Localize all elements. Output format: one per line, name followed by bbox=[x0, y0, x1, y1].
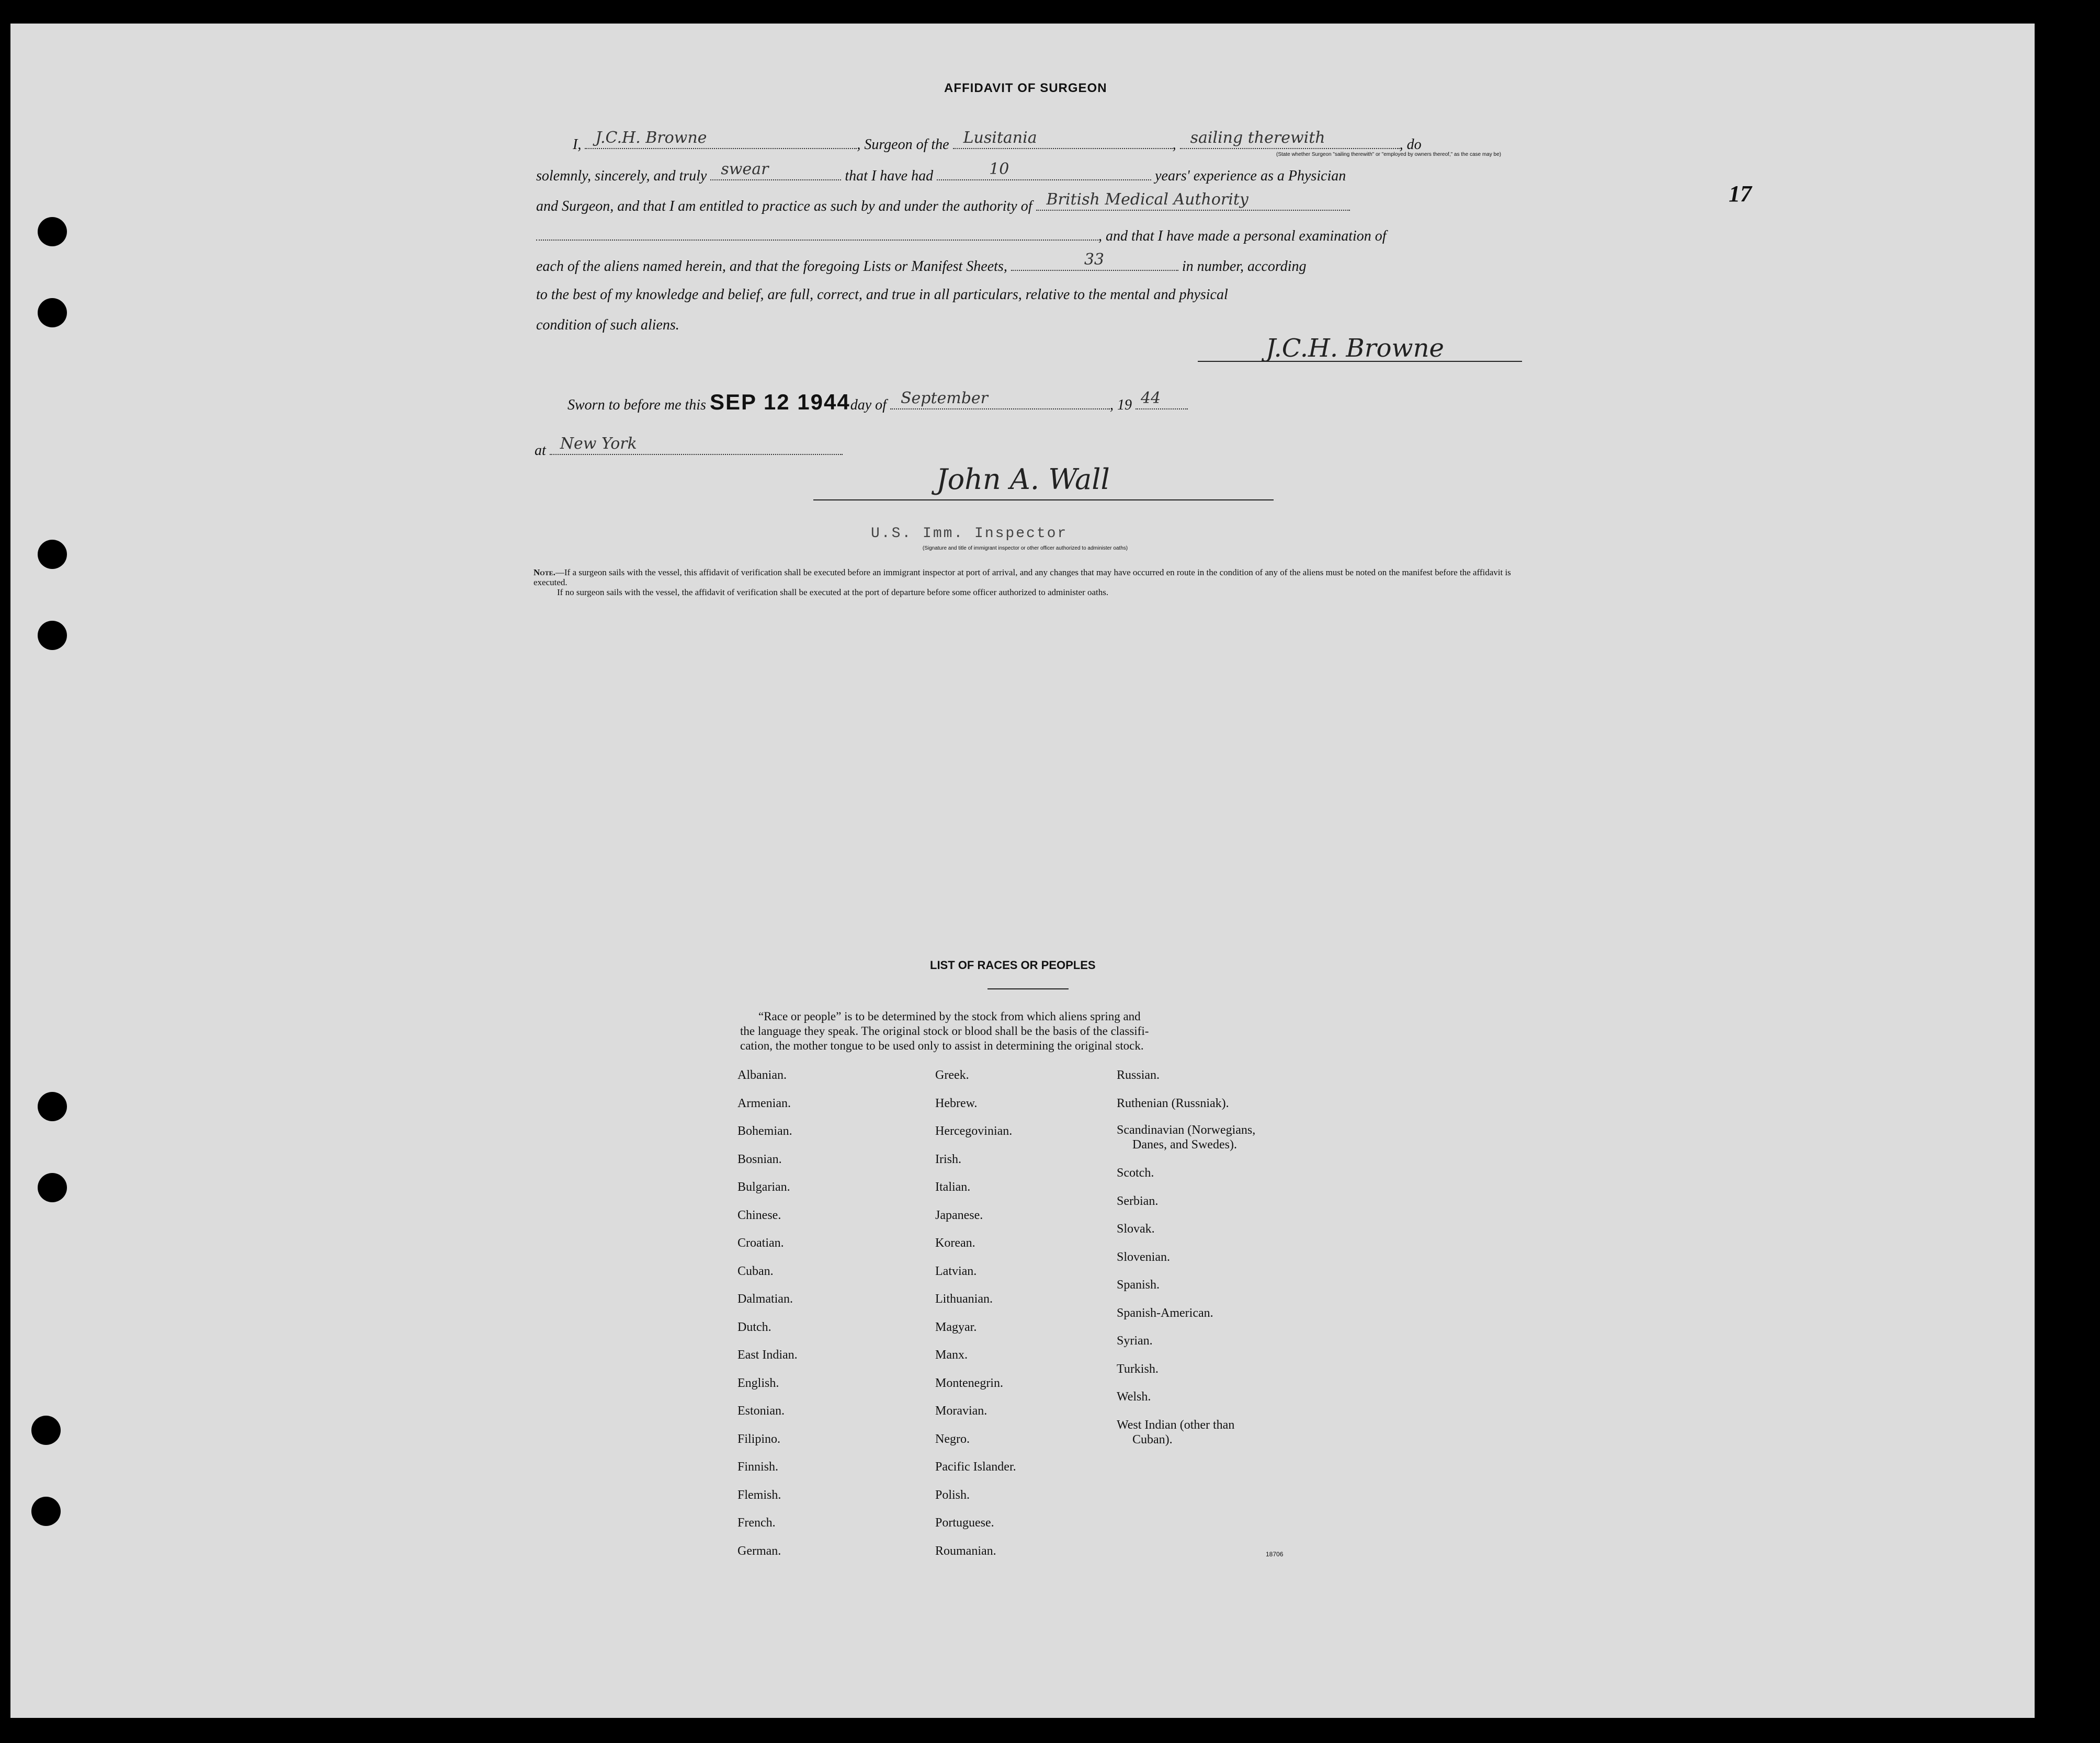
race-item: Slovak. bbox=[1117, 1222, 1155, 1236]
text: I, bbox=[573, 136, 582, 153]
officer-title: U.S. Imm. Inspector bbox=[871, 526, 1068, 542]
race-item: Estonian. bbox=[737, 1404, 785, 1418]
text: If no surgeon sails with the vessel, the affidavit of verification shall be executed at the port of departure before some officer authorized to administer oaths. bbox=[557, 587, 1109, 597]
text: , do bbox=[1399, 136, 1422, 153]
race-item: Albanian. bbox=[737, 1068, 787, 1082]
races-title: LIST OF RACES OR PEOPLES bbox=[930, 959, 1096, 972]
affidavit-line-5 bbox=[536, 250, 1307, 275]
race-item: Bohemian. bbox=[737, 1124, 792, 1138]
race-item: Bosnian. bbox=[737, 1152, 782, 1166]
sworn-line bbox=[567, 390, 1188, 415]
text: that I have had bbox=[845, 168, 934, 184]
handwriting: swear bbox=[721, 160, 769, 178]
surgeon-name-field bbox=[585, 129, 857, 149]
handwriting: 44 bbox=[1140, 389, 1161, 407]
binder-hole bbox=[38, 217, 67, 246]
text: , Surgeon of the bbox=[857, 136, 949, 153]
binder-hole bbox=[38, 1173, 67, 1202]
race-item: Russian. bbox=[1117, 1068, 1160, 1082]
race-item: Spanish. bbox=[1117, 1278, 1160, 1292]
race-item: Slovenian. bbox=[1117, 1250, 1170, 1264]
intro-line: the language they speak. The original stock or blood shall be the basis of the classifi- bbox=[740, 1024, 1149, 1038]
text: , 19 bbox=[1109, 397, 1132, 413]
sailing-field-caption: (State whether Surgeon "sailing therewith" or "employed by owners thereof," as the case may be) bbox=[1276, 152, 1501, 157]
race-item: Turkish. bbox=[1117, 1362, 1159, 1376]
affidavit-line-4 bbox=[536, 225, 1387, 245]
affidavit-line-6: to the best of my knowledge and belief, are full, correct, and true in all particulars, relative to the mental and physical bbox=[536, 287, 1228, 303]
race-item: Serbian. bbox=[1117, 1194, 1159, 1208]
text: solemnly, sincerely, and truly bbox=[536, 168, 707, 184]
race-item: French. bbox=[737, 1516, 776, 1530]
race-item: Dutch. bbox=[737, 1320, 771, 1334]
binder-hole bbox=[38, 298, 67, 327]
text: , bbox=[1172, 136, 1176, 153]
binder-hole bbox=[38, 621, 67, 650]
race-item: Polish. bbox=[935, 1488, 970, 1502]
race-item: Spanish-American. bbox=[1117, 1306, 1213, 1320]
handwriting: 33 bbox=[1084, 250, 1104, 269]
sailing-field bbox=[1180, 129, 1400, 149]
text: , and that I have made a personal examination of bbox=[1098, 228, 1387, 244]
text: day of bbox=[850, 397, 887, 413]
race-item: Lithuanian. bbox=[935, 1292, 993, 1306]
years-field bbox=[937, 160, 1151, 180]
sheet-count-field bbox=[1011, 250, 1178, 271]
text: at bbox=[535, 442, 546, 459]
text: Sworn to before me this bbox=[567, 397, 706, 413]
authority-field-continued bbox=[536, 225, 1098, 241]
race-item: Montenegrin. bbox=[935, 1376, 1003, 1390]
race-item: Irish. bbox=[935, 1152, 961, 1166]
race-item: Filipino. bbox=[737, 1432, 781, 1446]
races-title-rule bbox=[987, 988, 1069, 989]
race-item: Scotch. bbox=[1117, 1166, 1154, 1180]
races-column-2 bbox=[935, 1062, 1016, 1565]
place-line bbox=[535, 435, 843, 459]
race-item: Pacific Islander. bbox=[935, 1460, 1016, 1474]
races-column-1 bbox=[737, 1062, 798, 1565]
date-stamp: SEP 12 1944 bbox=[709, 390, 850, 414]
binder-hole bbox=[38, 540, 67, 569]
handwriting: Lusitania bbox=[963, 129, 1037, 147]
officer-caption: (Signature and title of immigrant inspector or other officer authorized to administer oaths) bbox=[922, 545, 1128, 551]
race-item-line: Cuban). bbox=[1132, 1432, 1173, 1446]
text: in number, according bbox=[1182, 258, 1307, 275]
race-item: Chinese. bbox=[737, 1208, 781, 1222]
race-item bbox=[1117, 1118, 1255, 1159]
handwriting: sailing therewith bbox=[1190, 129, 1325, 147]
authority-field bbox=[1036, 190, 1350, 211]
officer-signature-line bbox=[813, 499, 1274, 500]
race-item: Ruthenian (Russniak). bbox=[1117, 1096, 1229, 1110]
note-paragraph-2 bbox=[533, 587, 1525, 597]
race-item: Welsh. bbox=[1117, 1390, 1151, 1404]
race-item: Manx. bbox=[935, 1348, 968, 1362]
handwriting: New York bbox=[560, 435, 637, 453]
race-item: English. bbox=[737, 1376, 779, 1390]
text: years' experience as a Physician bbox=[1155, 168, 1346, 184]
surgeon-signature: J.C.H. Browne bbox=[1266, 334, 1444, 363]
race-item: Croatian. bbox=[737, 1236, 784, 1250]
race-item: Flemish. bbox=[737, 1488, 781, 1502]
vessel-field bbox=[953, 129, 1173, 149]
race-item: Finnish. bbox=[737, 1460, 779, 1474]
race-item: East Indian. bbox=[737, 1348, 798, 1362]
intro-line: cation, the mother tongue to be used only to assist in determining the original stock. bbox=[740, 1039, 1144, 1052]
race-item: Syrian. bbox=[1117, 1334, 1153, 1348]
intro-line: “Race or people” is to be determined by the stock from which aliens spring and bbox=[758, 1010, 1141, 1023]
affidavit-line-7: condition of such aliens. bbox=[536, 317, 679, 333]
race-item: Armenian. bbox=[737, 1096, 791, 1110]
handwriting: September bbox=[900, 389, 989, 407]
handwriting: British Medical Authority bbox=[1046, 190, 1248, 209]
race-item: Italian. bbox=[935, 1180, 971, 1194]
race-item: Japanese. bbox=[935, 1208, 983, 1222]
race-item: Bulgarian. bbox=[737, 1180, 790, 1194]
affidavit-title: AFFIDAVIT OF SURGEON bbox=[944, 81, 1107, 95]
officer-signature: John A. Wall bbox=[936, 463, 1110, 496]
race-item: Magyar. bbox=[935, 1320, 977, 1334]
races-column-3 bbox=[1117, 1062, 1255, 1447]
race-item: Hercegovinian. bbox=[935, 1124, 1013, 1138]
month-field bbox=[890, 389, 1110, 409]
form-number: 18706 bbox=[1266, 1551, 1284, 1558]
manifest-page bbox=[10, 24, 2035, 1718]
handwriting: 10 bbox=[989, 160, 1009, 178]
race-item: Hebrew. bbox=[935, 1096, 978, 1110]
race-item: Latvian. bbox=[935, 1264, 977, 1278]
race-item: Moravian. bbox=[935, 1404, 987, 1418]
page-edge bbox=[2035, 0, 2100, 1743]
year-field bbox=[1136, 389, 1188, 409]
affidavit-line-2 bbox=[536, 160, 1346, 185]
oath-field bbox=[710, 160, 841, 180]
page-number: 17 bbox=[1729, 181, 1752, 207]
affidavit-line-1 bbox=[573, 129, 1422, 153]
race-item: Dalmatian. bbox=[737, 1292, 793, 1306]
race-item: German. bbox=[737, 1544, 781, 1558]
surgeon-signature-line bbox=[1198, 361, 1522, 362]
race-item: Portuguese. bbox=[935, 1516, 994, 1530]
race-item: Korean. bbox=[935, 1236, 975, 1250]
binder-hole bbox=[31, 1416, 61, 1445]
text: and Surgeon, and that I am entitled to practice as such by and under the authority of bbox=[536, 198, 1032, 214]
race-item: Negro. bbox=[935, 1432, 970, 1446]
note-label: Note. bbox=[533, 567, 555, 577]
race-item bbox=[1117, 1411, 1255, 1447]
text: —If a surgeon sails with the vessel, this affidavit of verification shall be executed before an immigrant inspector at port of arrival, and any changes that may have occurred en route in the condition of any of the aliens must be noted on the manifest before the affidavit is executed. bbox=[533, 567, 1511, 587]
binder-hole bbox=[31, 1497, 61, 1526]
binder-hole bbox=[38, 1092, 67, 1121]
race-item-line: Scandinavian (Norwegians, bbox=[1117, 1123, 1256, 1137]
race-item-line: West Indian (other than bbox=[1117, 1418, 1235, 1432]
race-item: Cuban. bbox=[737, 1264, 774, 1278]
text: each of the aliens named herein, and that the foregoing Lists or Manifest Sheets, bbox=[536, 258, 1007, 275]
race-item: Greek. bbox=[935, 1068, 969, 1082]
note-paragraph-1 bbox=[533, 567, 1525, 587]
races-intro bbox=[740, 1009, 1302, 1053]
race-item-line: Danes, and Swedes). bbox=[1132, 1138, 1237, 1152]
place-field bbox=[550, 435, 843, 455]
race-item: Roumanian. bbox=[935, 1544, 996, 1558]
handwriting: J.C.H. Browne bbox=[595, 129, 707, 147]
affidavit-line-3 bbox=[536, 190, 1350, 215]
affidavit-note bbox=[533, 567, 1525, 597]
